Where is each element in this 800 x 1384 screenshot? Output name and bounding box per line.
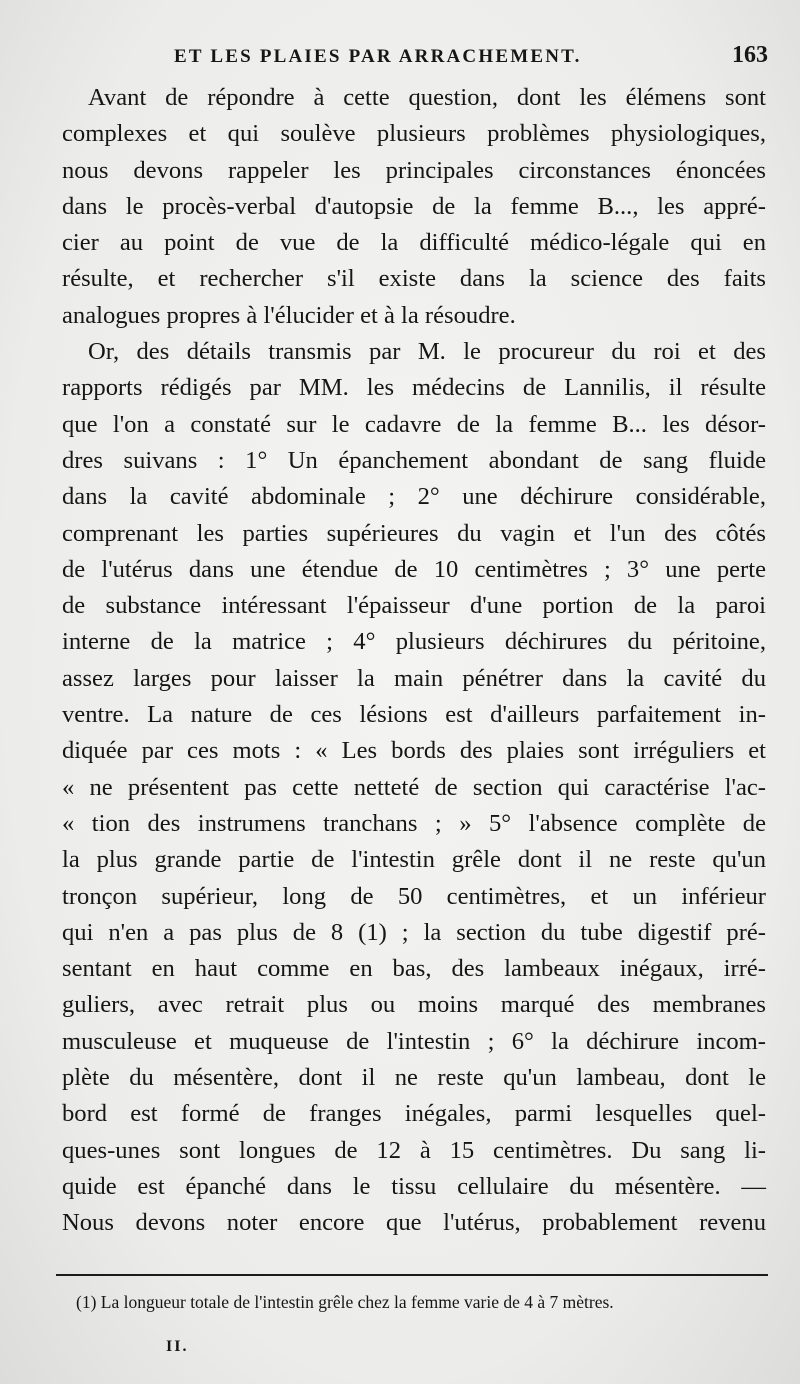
text-line: Nous devons noter encore que l'utérus, probablement revenu bbox=[62, 1209, 766, 1237]
text-line: analogues propres à l'élucider et à la résoudre. bbox=[62, 301, 516, 329]
text-line: bord est formé de franges inégales, parmi lesquelles quel- bbox=[62, 1100, 766, 1128]
footnote-divider bbox=[56, 1274, 768, 1276]
text-line: quide est épanché dans le tissu cellulaire du mésentère. — bbox=[62, 1172, 766, 1200]
text-line: de substance intéressant l'épaisseur d'une portion de la paroi bbox=[62, 592, 766, 620]
text-line: ques-unes sont longues de 12 à 15 centimètres. Du sang li- bbox=[62, 1136, 766, 1164]
text-line: ventre. La nature de ces lésions est d'ailleurs parfaitement in- bbox=[62, 701, 766, 729]
text-line: diquée par ces mots : « Les bords des plaies sont irréguliers et bbox=[62, 737, 766, 765]
body-text bbox=[36, 80, 766, 1242]
text-line: musculeuse et muqueuse de l'intestin ; 6° la déchirure incom- bbox=[62, 1027, 766, 1055]
footnote-text: La longueur totale de l'intestin grêle chez la femme varie de 4 à 7 mètres. bbox=[100, 1292, 614, 1312]
paragraph-2 bbox=[36, 334, 766, 1241]
text-line: sentant en haut comme en bas, des lambeaux inégaux, irré- bbox=[62, 955, 766, 983]
page-header bbox=[0, 40, 800, 76]
text-line: cier au point de vue de la difficulté médico-légale qui en bbox=[62, 229, 766, 257]
text-line: dres suivans : 1° Un épanchement abondant de sang fluide bbox=[62, 446, 766, 474]
text-line: la plus grande partie de l'intestin grêle dont il ne reste qu'un bbox=[62, 846, 766, 874]
text-line: de l'utérus dans une étendue de 10 centimètres ; 3° une perte bbox=[62, 555, 766, 583]
text-line: complexes et qui soulève plusieurs problèmes physiologiques, bbox=[62, 120, 766, 148]
text-line: dans le procès-verbal d'autopsie de la femme B..., les appré- bbox=[62, 192, 766, 220]
text-line: comprenant les parties supérieures du vagin et l'un des côtés bbox=[62, 519, 766, 547]
text-line: Avant de répondre à cette question, dont les élémens sont bbox=[88, 84, 766, 111]
running-head: ET LES PLAIES PAR ARRACHEMENT. bbox=[174, 46, 582, 67]
text-line: assez larges pour laisser la main pénétrer dans la cavité du bbox=[62, 664, 766, 692]
text-line: qui n'en a pas plus de 8 (1) ; la section du tube digestif pré- bbox=[62, 918, 766, 946]
text-line: dans la cavité abdominale ; 2° une déchirure considérable, bbox=[62, 483, 766, 511]
text-line: interne de la matrice ; 4° plusieurs déchirures du péritoine, bbox=[62, 628, 766, 656]
text-line: « tion des instrumens tranchans ; » 5° l'absence complète de bbox=[62, 809, 766, 837]
text-line: rapports rédigés par MM. les médecins de Lannilis, il résulte bbox=[62, 374, 766, 402]
footnote-marker: (1) bbox=[76, 1292, 97, 1312]
text-line: Or, des détails transmis par M. le procureur du roi et des bbox=[88, 338, 766, 366]
text-line: guliers, avec retrait plus ou moins marqué des membranes bbox=[62, 991, 766, 1019]
paragraph-1 bbox=[36, 80, 766, 334]
text-line: résulte, et rechercher s'il existe dans la science des faits bbox=[62, 265, 766, 293]
text-line: « ne présentent pas cette netteté de section qui caractérise l'ac- bbox=[62, 773, 766, 801]
page-number: 163 bbox=[732, 42, 768, 68]
text-line: plète du mésentère, dont il ne reste qu'un lambeau, dont le bbox=[62, 1064, 766, 1092]
text-line: nous devons rappeler les principales circonstances énoncées bbox=[62, 156, 766, 184]
footnote bbox=[76, 1292, 770, 1313]
signature-mark: II. bbox=[166, 1338, 189, 1355]
text-line: tronçon supérieur, long de 50 centimètres, et un inférieur bbox=[62, 882, 766, 910]
text-line: que l'on a constaté sur le cadavre de la femme B... les désor- bbox=[62, 410, 766, 438]
